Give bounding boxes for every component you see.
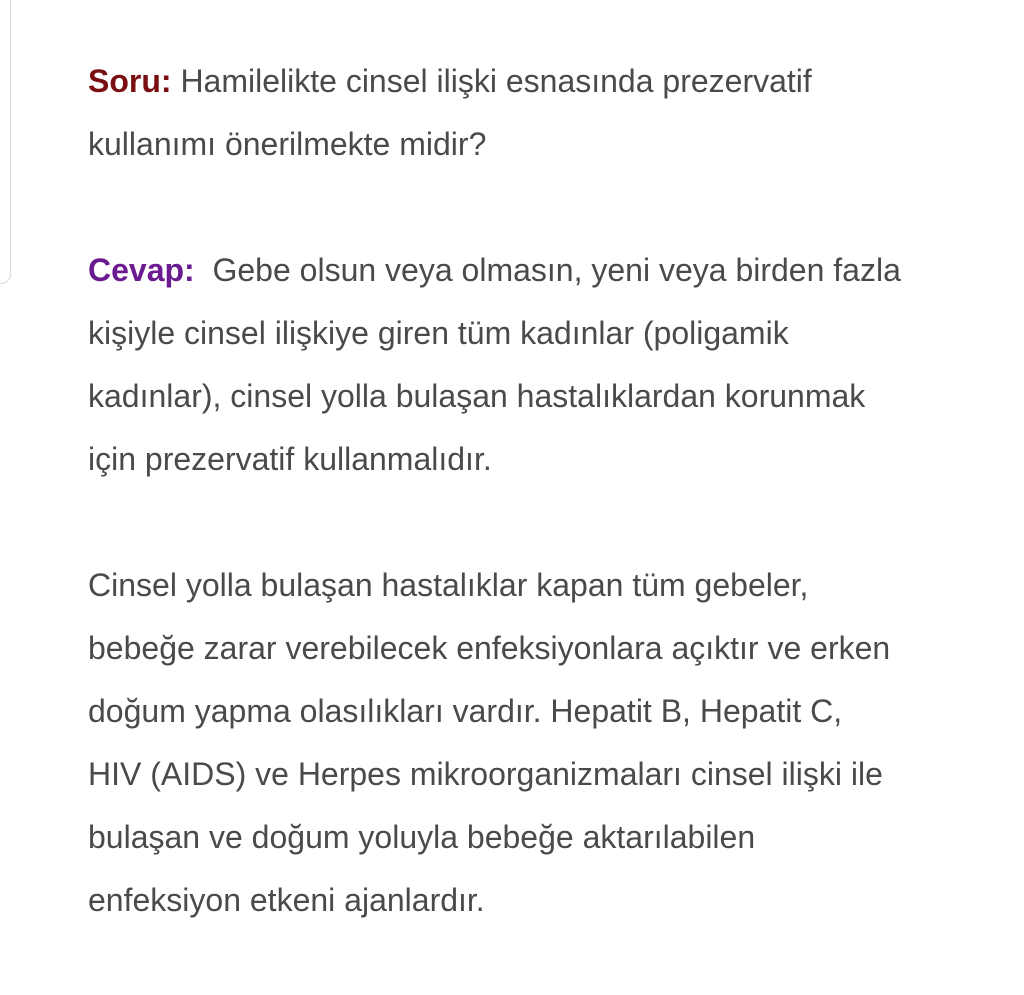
left-panel-edge xyxy=(0,0,11,284)
answer-paragraph xyxy=(88,239,988,491)
answer-label: Cevap: xyxy=(88,252,195,288)
followup-line-5: bulaşan ve doğum yoluyla bebeğe aktarılabilen xyxy=(88,819,756,855)
followup-line-4: HIV (AIDS) ve Herpes mikroorganizmaları cinsel ilişki ile xyxy=(88,756,883,792)
question-text-1: Hamilelikte cinsel ilişki esnasında prezervatif xyxy=(171,63,812,99)
answer-text-1: Gebe olsun veya olmasın, yeni veya birden fazla xyxy=(194,252,901,288)
answer-line-3: kadınlar), cinsel yolla bulaşan hastalıklardan korunmak xyxy=(88,378,866,414)
answer-line-1 xyxy=(88,239,988,302)
followup-paragraph xyxy=(88,554,988,932)
question-line-1 xyxy=(88,50,988,113)
question-paragraph xyxy=(88,50,988,176)
answer-line-2: kişiyle cinsel ilişkiye giren tüm kadınlar (poligamik xyxy=(88,315,789,351)
answer-line-4: için prezervatif kullanmalıdır. xyxy=(88,441,492,477)
question-label: Soru: xyxy=(88,63,172,99)
article-body xyxy=(88,50,988,995)
followup-line-1: Cinsel yolla bulaşan hastalıklar kapan tüm gebeler, xyxy=(88,567,809,603)
followup-line-6: enfeksiyon etkeni ajanlardır. xyxy=(88,882,485,918)
followup-line-3: doğum yapma olasılıkları vardır. Hepatit B, Hepatit C, xyxy=(88,693,843,729)
question-line-2: kullanımı önerilmekte midir? xyxy=(88,126,487,162)
followup-line-2: bebeğe zarar verebilecek enfeksiyonlara açıktır ve erken xyxy=(88,630,891,666)
